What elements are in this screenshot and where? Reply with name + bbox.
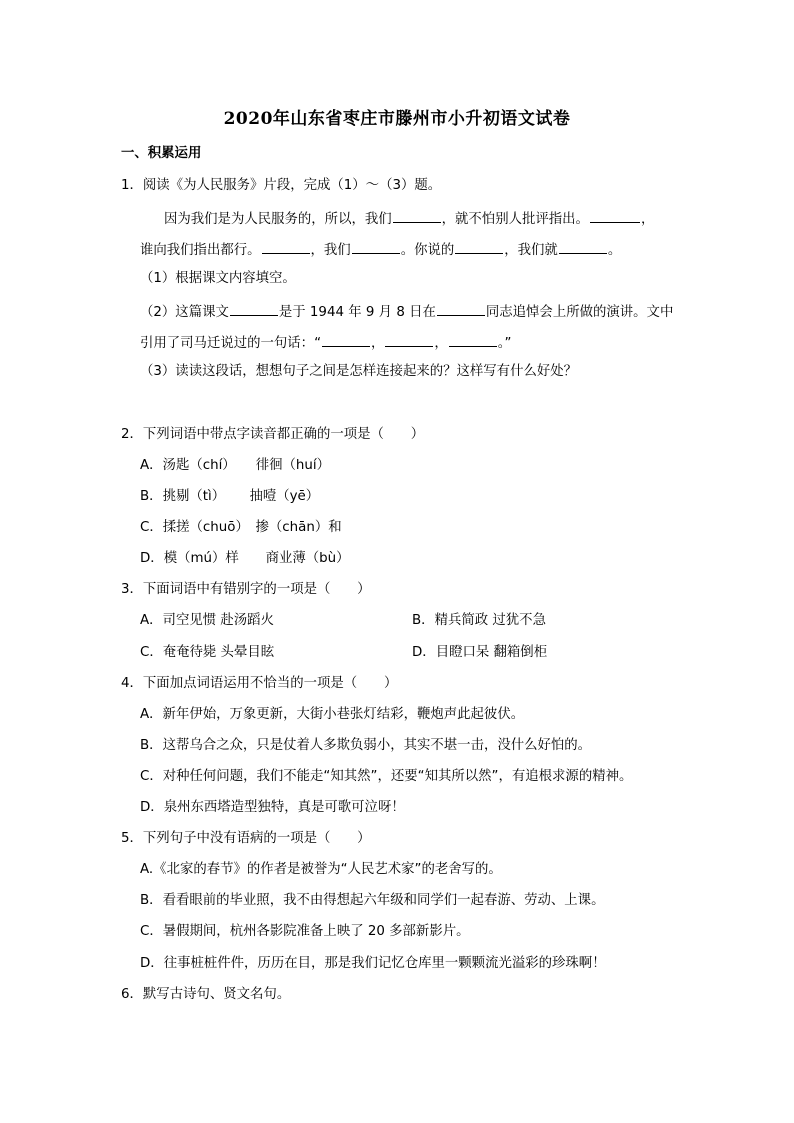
sub-text: 是于 1944 年 9 月 8 日在 [278, 305, 436, 320]
question-1-sub-1: （1）根据课文内容填空。 [140, 271, 296, 286]
sub-text: 。” [497, 336, 512, 351]
question-4-stem: 4．下面加点词语运用不恰当的一项是（ ） [121, 676, 398, 691]
fill-blank [393, 208, 441, 223]
sub-text: ， [371, 336, 385, 351]
passage-text: 。你说的 [400, 243, 455, 258]
question-5-option-a: A.《北家的春节》的作者是被誉为“人民艺术家”的老舍写的。 [140, 862, 502, 877]
question-5-option-d: D．往事桩桩件件，历历在目，那是我们记忆仓库里一颗颗流光溢彩的珍珠啊！ [140, 956, 606, 971]
question-4-option-c: C．对种任何问题，我们不能走“知其然”，还要“知其所以然”，有追根求源的精神。 [140, 769, 633, 784]
passage-text: ，我们就 [504, 243, 558, 258]
sub-text: （2）这篇课文 [140, 305, 229, 320]
question-2-option-c: C．揉搓（chuō） 掺（chān）和 [140, 520, 342, 535]
question-1-passage-line-2 [140, 239, 621, 260]
passage-text: 因为我们是为人民服务的，所以，我们 [164, 212, 392, 227]
question-4-option-d: D．泉州东西塔造型独特，真是可歌可泣呀！ [140, 800, 405, 815]
question-3-option-a: A．司空见惯 赴汤蹈火 [140, 613, 274, 628]
question-3-option-c: C．奄奄待毙 头晕目眩 [140, 645, 275, 660]
fill-blank [385, 332, 433, 347]
question-3-option-d: D．目瞪口呆 翻箱倒柜 [412, 645, 548, 660]
question-5-option-c: C．暑假期间，杭州各影院准备上映了 20 多部新影片。 [140, 924, 470, 939]
passage-text: ，我们 [310, 243, 351, 258]
question-4-option-b: B．这帮乌合之众，只是仗着人多欺负弱小，其实不堪一击，没什么好怕的。 [140, 738, 592, 753]
question-5-stem: 5．下列句子中没有语病的一项是（ ） [121, 831, 371, 846]
question-1-sub-2 [140, 301, 673, 322]
fill-blank [322, 332, 370, 347]
sub-text: 引用了司马迁说过的一句话：“ [140, 336, 322, 351]
question-1-passage-line-1 [164, 208, 654, 229]
question-2-stem: 2．下列词语中带点字读音都正确的一项是（ ） [121, 427, 425, 442]
sub-text: 同志追悼会上所做的演讲。文中 [485, 305, 674, 320]
passage-text: 。 [607, 243, 622, 258]
question-1-sub-3: （3）读读这段话，想想句子之间是怎样连接起来的？这样写有什么好处？ [140, 364, 578, 379]
question-1-sub-2-cont [140, 332, 511, 353]
fill-blank [559, 239, 607, 254]
question-1-stem: 1．阅读《为人民服务》片段，完成（1）～（3）题。 [121, 178, 442, 193]
passage-text: ，就不怕别人批评指出。 [441, 212, 589, 227]
sub-text: ， [434, 336, 448, 351]
question-2-option-a: A．汤匙（chí） 徘徊（huí） [140, 458, 331, 473]
question-3-stem: 3．下面词语中有错别字的一项是（ ） [121, 582, 371, 597]
fill-blank [590, 208, 640, 223]
fill-blank [262, 239, 310, 254]
fill-blank [449, 332, 497, 347]
passage-text: 谁向我们指出都行。 [140, 243, 261, 258]
question-3-option-b: B．精兵简政 过犹不急 [412, 613, 546, 628]
fill-blank [230, 301, 278, 316]
fill-blank [455, 239, 503, 254]
page-title: 2020年山东省枣庄市滕州市小升初语文试卷 [223, 109, 571, 129]
passage-text: ， [640, 212, 655, 227]
question-6-stem: 6．默写古诗句、贤文名句。 [121, 987, 291, 1002]
question-4-option-a: A．新年伊始，万象更新，大街小巷张灯结彩，鞭炮声此起彼伏。 [140, 707, 525, 722]
question-5-option-b: B．看看眼前的毕业照，我不由得想起六年级和同学们一起春游、劳动、上课。 [140, 893, 605, 908]
section-heading: 一、积累运用 [121, 146, 202, 161]
question-2-option-b: B．挑剔（tì） 抽噎（yē） [140, 489, 320, 504]
fill-blank [352, 239, 400, 254]
question-2-option-d: D．模（mú）样 商业薄（bù） [140, 551, 350, 566]
fill-blank [437, 301, 485, 316]
